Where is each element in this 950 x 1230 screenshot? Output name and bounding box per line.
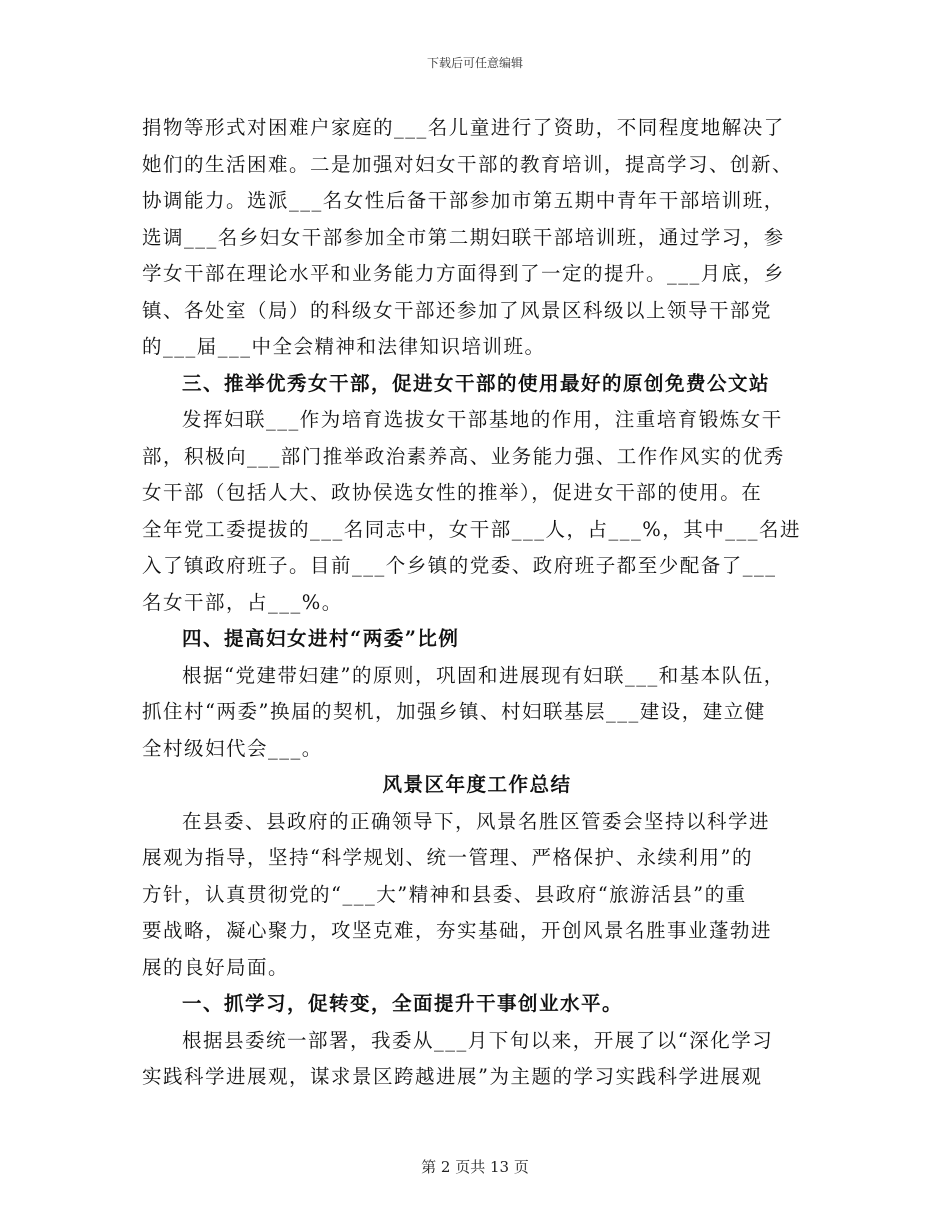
body-line: 捐物等形式对困难户家庭的___名儿童进行了资助，不同程度地解决了: [142, 116, 785, 139]
page-header: 下载后可任意编辑: [426, 56, 523, 70]
section-heading-1: 一、抓学习，促转变，全面提升干事创业水平。: [182, 992, 624, 1015]
body-line: 全村级妇代会___。: [142, 736, 323, 760]
body-line: 学女干部在理论水平和业务能力方面得到了一定的提升。___月底，乡: [142, 262, 785, 285]
body-line: 她们的生活困难。二是加强对妇女干部的教育培训，提高学习、创新、: [142, 152, 794, 176]
body-line: 女干部（包括人大、政协侯选女性的推举），促进女干部的使用。在: [142, 481, 763, 504]
body-line: 协调能力。选派___名女性后备干部参加市第五期中青年干部培训班，: [142, 189, 785, 212]
body-line: 的___届___中全会精神和法律知识培训班。: [142, 335, 546, 358]
body-line: 展观为指导，坚持“科学规划、统一管理、严格保护、永续利用”的: [142, 846, 753, 869]
body-line: 方针，认真贯彻党的“___大”精神和县委、县政府“旅游活县”的重: [142, 882, 747, 906]
body-line: 抓住村“两委”换届的契机，加强乡镇、村妇联基层___建设，建立健: [142, 700, 766, 723]
body-line: 展的良好局面。: [142, 955, 290, 979]
body-line: 选调___名乡妇女干部参加全市第二期妇联干部培训班，通过学习，参: [142, 225, 785, 249]
section-heading-3: 三、推举优秀女干部，促进女干部的使用最好的原创免费公文站: [182, 371, 771, 395]
body-line: 名女干部，占___%。: [142, 590, 343, 614]
body-line: 根据县委统一部署，我委从___月下旬以来，开展了以“深化学习: [182, 1028, 774, 1052]
page-footer: 第 2 页共 13 页: [421, 1158, 529, 1176]
body-line: 要战略，凝心聚力，攻坚克难，夯实基础，开创风景名胜事业蓬勃进: [142, 919, 773, 942]
document-body: [142, 110, 812, 1096]
body-line: 镇、各处室（局）的科级女干部还参加了风景区科级以上领导干部党: [142, 298, 773, 322]
document-title: 风景区年度工作总结: [382, 773, 572, 796]
body-line: 全年党工委提拔的___名同志中，女干部___人，占___%，其中___名进: [142, 517, 802, 541]
body-line: 发挥妇联___作为培育选拔女干部基地的作用，注重培育锻炼女干: [182, 408, 783, 431]
body-line: 在县委、县政府的正确领导下，风景名胜区管委会坚持以科学进: [182, 809, 771, 833]
section-heading-4: 四、提高妇女进村“两委”比例: [182, 627, 460, 650]
body-line: 入了镇政府班子。目前___个乡镇的党委、政府班子都至少配备了___: [142, 554, 777, 577]
body-line: 部，积极向___部门推举政治素养高、业务能力强、工作作风实的优秀: [142, 444, 785, 468]
body-line: 实践科学进展观，谋求景区跨越进展”为主题的学习实践科学进展观: [142, 1065, 763, 1088]
body-line: 根据“党建带妇建”的原则，巩固和进展现有妇联___和基本队伍，: [182, 663, 785, 687]
